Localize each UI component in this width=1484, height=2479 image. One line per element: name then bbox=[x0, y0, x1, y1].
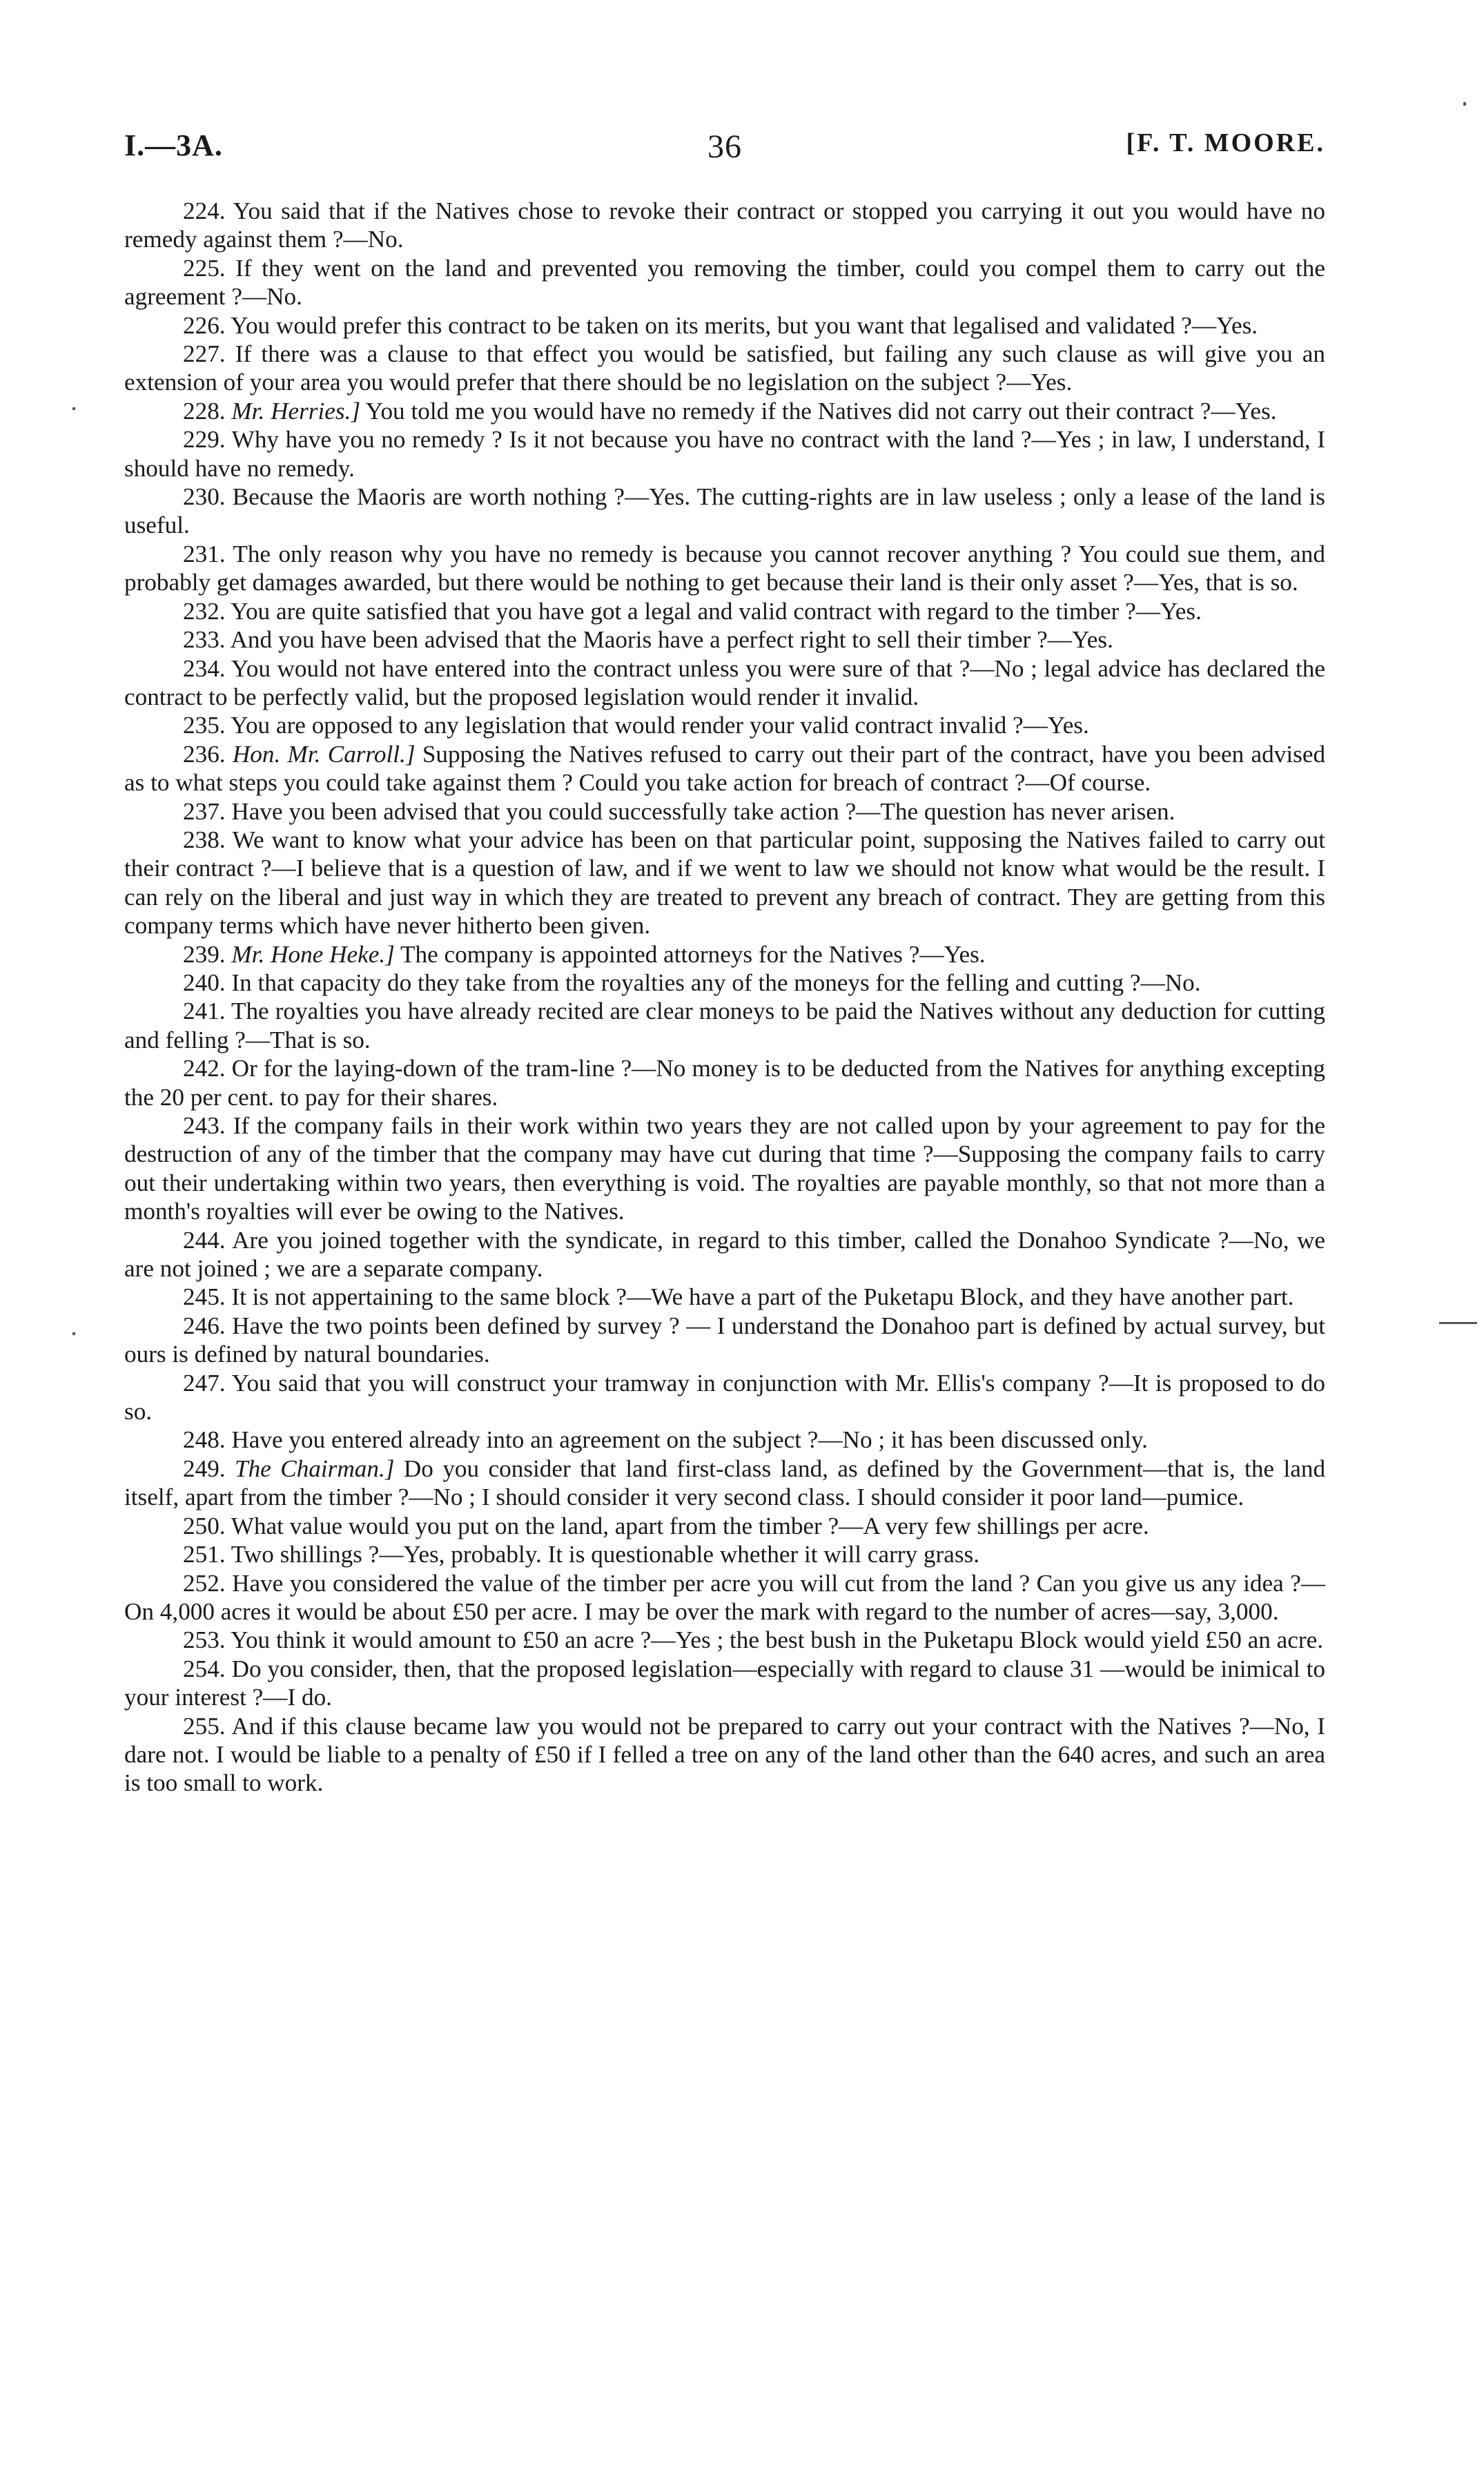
question-number: 232. bbox=[183, 597, 226, 625]
question-number: 247. bbox=[183, 1369, 226, 1397]
question-paragraph bbox=[124, 425, 1325, 483]
question-text: If they went on the land and prevented you removing the timber, could you compel them to carry out the agreement ?—No. bbox=[124, 254, 1326, 311]
question-text: Two shillings ?—Yes, probably. It is questionable whether it will carry grass. bbox=[231, 1541, 980, 1568]
question-number: 244. bbox=[183, 1226, 226, 1254]
margin-dash-mark bbox=[1439, 1322, 1477, 1324]
question-text: And if this clause became law you would not be prepared to carry out your contract with the Natives ?—No, I dare not. I would be liable to a penalty of £50 if I felled a tree on any of the land other than the 640 acres, and such an area is too small to work. bbox=[124, 1712, 1325, 1797]
question-number: 236. bbox=[183, 740, 226, 768]
question-text: You think it would amount to £50 an acre ?—Yes ; the best bush in the Puketapu Block would yield £50 an acre. bbox=[231, 1626, 1323, 1654]
question-paragraph bbox=[124, 969, 1325, 997]
question-text: We want to know what your advice has been on that particular point, supposing the Natives failed to carry out their contract ?—I believe that is a question of law, and if we went to law we should not know what would be the result. I can rely on the liberal and just way in which they are treated to prevent any breach of contract. They are getting from this company terms which have never hitherto been given. bbox=[124, 826, 1325, 940]
question-paragraph bbox=[124, 1369, 1325, 1426]
question-text: You would prefer this contract to be taken on its merits, but you want that legalised and validated ?—Yes. bbox=[231, 311, 1258, 339]
question-number: 248. bbox=[183, 1426, 226, 1454]
question-text: It is not appertaining to the same block ?—We have a part of the Puketapu Block, and they have another part. bbox=[231, 1283, 1294, 1311]
question-number: 242. bbox=[183, 1055, 226, 1082]
question-text: Because the Maoris are worth nothing ?—Yes. The cutting-rights are in law useless ; only a lease of the land is useful. bbox=[124, 483, 1326, 539]
question-text: Have the two points been defined by survey ? — I understand the Donahoo part is defined by actual survey, but ours is defined by natural boundaries. bbox=[124, 1312, 1326, 1368]
question-number: 227. bbox=[183, 340, 226, 368]
question-number: 237. bbox=[183, 797, 226, 825]
question-paragraph bbox=[124, 1426, 1325, 1454]
question-text: Have you been advised that you could successfully take action ?—The question has never arisen. bbox=[231, 797, 1175, 825]
question-paragraph bbox=[124, 940, 1325, 969]
question-number: 230. bbox=[183, 483, 226, 511]
question-number: 240. bbox=[183, 969, 226, 996]
question-paragraph bbox=[124, 1455, 1325, 1512]
question-text: You would not have entered into the contract unless you were sure of that ?—No ; legal advice has declared the contract to be perfectly valid, but the proposed legislation would render it invalid. bbox=[124, 654, 1325, 710]
question-text: The company is appointed attorneys for the Natives ?—Yes. bbox=[400, 940, 986, 968]
speaker-name: The Chairman.] bbox=[235, 1455, 395, 1482]
question-paragraph bbox=[124, 483, 1325, 540]
question-number: 252. bbox=[183, 1569, 226, 1597]
question-number: 245. bbox=[183, 1283, 226, 1311]
speaker-name: Mr. Herries.] bbox=[231, 397, 361, 425]
question-text: What value would you put on the land, apart from the timber ?—A very few shillings per acre. bbox=[231, 1512, 1149, 1539]
question-number: 225. bbox=[183, 254, 226, 282]
question-paragraph bbox=[124, 997, 1325, 1054]
witness-name: [F. T. MOORE. bbox=[1126, 128, 1325, 157]
question-paragraph bbox=[124, 311, 1325, 340]
question-number: 246. bbox=[183, 1312, 226, 1339]
question-paragraph bbox=[124, 1512, 1325, 1540]
question-number: 234. bbox=[183, 654, 226, 682]
page-number: 36 bbox=[707, 128, 742, 165]
question-paragraph bbox=[124, 597, 1325, 625]
speaker-name: Mr. Hone Heke.] bbox=[231, 940, 395, 968]
question-number: 243. bbox=[183, 1112, 226, 1139]
question-number: 255. bbox=[183, 1712, 226, 1740]
question-text: Have you entered already into an agreement on the subject ?—No ; it has been discussed only. bbox=[231, 1426, 1148, 1454]
question-paragraph bbox=[124, 1569, 1325, 1626]
question-number: 249. bbox=[183, 1455, 226, 1482]
question-paragraph bbox=[124, 1283, 1325, 1311]
speaker-name: Hon. Mr. Carroll.] bbox=[232, 740, 416, 768]
question-text: Have you considered the value of the timber per acre you will cut from the land ? Can you give us any idea ?—On 4,000 acres it would be about £50 per acre. I may be over the mark with regard to the number of acres—say, 3,000. bbox=[124, 1569, 1326, 1625]
question-number: 251. bbox=[183, 1541, 226, 1568]
question-number: 233. bbox=[183, 626, 226, 654]
question-paragraph bbox=[124, 797, 1325, 826]
question-paragraph bbox=[124, 1054, 1325, 1111]
question-paragraph bbox=[124, 1312, 1325, 1369]
question-number: 239. bbox=[183, 940, 226, 968]
question-number: 229. bbox=[183, 426, 226, 454]
question-text: You are quite satisfied that you have got a legal and valid contract with regard to the timber ?—Yes. bbox=[231, 597, 1202, 625]
question-number: 224. bbox=[183, 197, 226, 224]
question-text: You said that you will construct your tramway in conjunction with Mr. Ellis's company ?—It is proposed to do so. bbox=[124, 1369, 1325, 1426]
margin-dot-mark bbox=[72, 407, 75, 410]
question-paragraph bbox=[124, 1712, 1325, 1798]
question-number: 241. bbox=[183, 998, 226, 1025]
question-paragraph bbox=[124, 254, 1325, 311]
question-paragraph bbox=[124, 1655, 1325, 1712]
question-number: 228. bbox=[183, 397, 226, 425]
question-paragraph bbox=[124, 740, 1325, 797]
question-paragraph bbox=[124, 711, 1325, 739]
question-text: If the company fails in their work within two years they are not called upon by your agreement to pay for the destruction of any of the timber that the company may have cut during that time ?—Supposing the company fails to carry out their undertaking within two years, then everything is void. The royalties are payable monthly, so that not more than a month's royalties will ever be owing to the Natives. bbox=[124, 1112, 1325, 1225]
question-text: And you have been advised that the Maoris have a perfect right to sell their timber ?—Yes. bbox=[230, 626, 1113, 654]
question-paragraph bbox=[124, 397, 1325, 425]
question-paragraph bbox=[124, 826, 1325, 940]
margin-dot-mark bbox=[1463, 102, 1466, 106]
question-text: The only reason why you have no remedy is because you cannot recover anything ? You could sue them, and probably get damages awarded, but there would be nothing to get because their land is their only asset ?—Yes, that is so. bbox=[124, 540, 1325, 596]
question-number: 231. bbox=[183, 540, 226, 567]
question-text: Or for the laying-down of the tram-line ?—No money is to be deducted from the Natives for anything excepting the 20 per cent. to pay for their shares. bbox=[124, 1055, 1326, 1111]
page-header bbox=[124, 128, 1325, 176]
question-text: You are opposed to any legislation that would render your valid contract invalid ?—Yes. bbox=[231, 712, 1089, 739]
question-text: Why have you no remedy ? Is it not because you have no contract with the land ?—Yes ; in law, I understand, I should have no remedy. bbox=[124, 426, 1325, 482]
question-text: Do you consider, then, that the proposed legislation—especially with regard to clause 31 —would be inimical to your interest ?—I do. bbox=[124, 1655, 1326, 1711]
question-text: The royalties you have already recited are clear moneys to be paid the Natives without any deduction for cutting and felling ?—That is so. bbox=[124, 998, 1325, 1053]
margin-dot-mark bbox=[72, 1332, 75, 1335]
question-text: You said that if the Natives chose to revoke their contract or stopped you carrying it out you would have no remedy against them ?—No. bbox=[124, 197, 1325, 253]
question-paragraph bbox=[124, 1226, 1325, 1283]
question-paragraph bbox=[124, 1540, 1325, 1568]
question-paragraph bbox=[124, 197, 1325, 254]
question-number: 226. bbox=[183, 311, 226, 339]
question-number: 250. bbox=[183, 1512, 226, 1539]
question-text: You told me you would have no remedy if the Natives did not carry out their contract ?—Yes. bbox=[365, 397, 1277, 425]
question-paragraph bbox=[124, 654, 1325, 712]
question-paragraph bbox=[124, 540, 1325, 597]
question-text: In that capacity do they take from the royalties any of the moneys for the felling and cutting ?—No. bbox=[231, 969, 1201, 996]
question-paragraph bbox=[124, 1626, 1325, 1654]
question-text: Are you joined together with the syndicate, in regard to this timber, called the Donahoo Syndicate ?—No, we are not joined ; we are a separate company. bbox=[124, 1226, 1326, 1283]
question-text: If there was a clause to that effect you would be satisfied, but failing any such clause as will give you an extension of your area you would prefer that there should be no legislation on the subject ?—Yes. bbox=[124, 340, 1326, 396]
question-number: 254. bbox=[183, 1655, 226, 1682]
question-text: Do you consider that land first-class land, as defined by the Government—that is, the land itself, apart from the timber ?—No ; I should consider it very second class. I should consider it poor land—pumice. bbox=[124, 1455, 1326, 1511]
question-number: 253. bbox=[183, 1626, 226, 1654]
question-number: 235. bbox=[183, 712, 226, 739]
question-paragraph bbox=[124, 340, 1325, 397]
paper-reference: I.—3A. bbox=[124, 128, 223, 162]
question-paragraph bbox=[124, 625, 1325, 654]
question-text: Supposing the Natives refused to carry out their part of the contract, have you been advised as to what steps you could take against them ? Could you take action for breach of contract ?—Of course. bbox=[124, 740, 1326, 797]
question-paragraph bbox=[124, 1111, 1325, 1226]
document-body bbox=[124, 197, 1325, 1798]
question-number: 238. bbox=[183, 826, 226, 853]
